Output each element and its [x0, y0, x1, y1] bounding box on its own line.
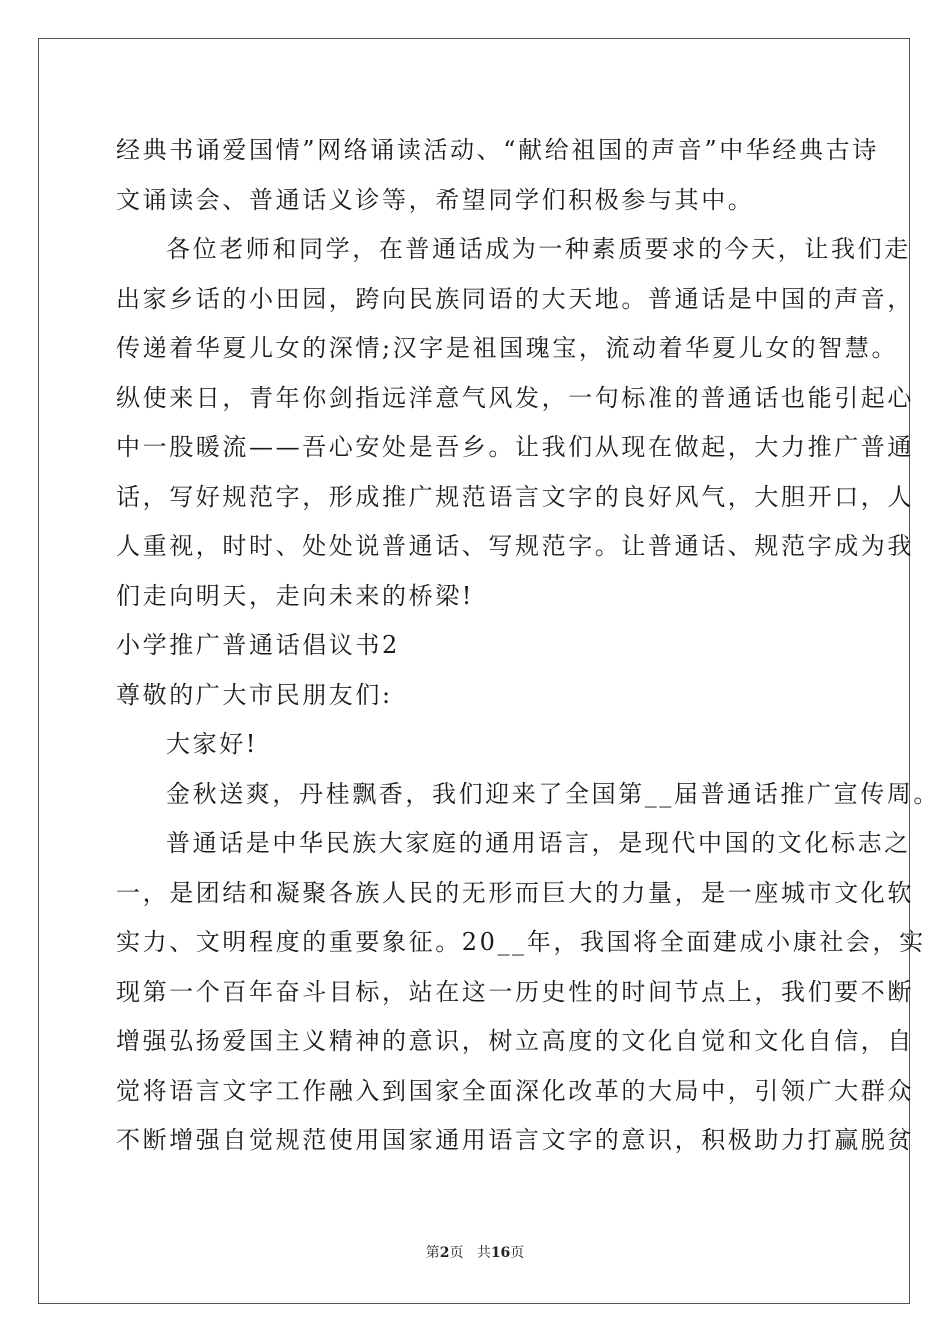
text-line: 纵使来日，青年你剑指远洋意气风发，一句标准的普通话也能引起心 — [116, 383, 914, 412]
text-line: 一，是团结和凝聚各族人民的无形而巨大的力量，是一座城市文化软 — [116, 878, 914, 907]
text-line: 金秋送爽，丹桂飘香，我们迎来了全国第__届普通话推广宣传周。 — [166, 779, 940, 808]
footer-page-current: 2 — [439, 1245, 450, 1261]
footer-total-prefix: 共 — [476, 1245, 491, 1261]
text-line: 们走向明天，走向未来的桥梁! — [116, 581, 475, 610]
text-line: 实力、文明程度的重要象征。20__年，我国将全面建成小康社会，实 — [116, 928, 926, 956]
text-line: 文诵读会、普通话义诊等，希望同学们积极参与其中。 — [116, 185, 755, 214]
page-footer — [0, 1242, 950, 1262]
text-line: 出家乡话的小田园，跨向民族同语的大天地。普通话是中国的声音， — [116, 284, 914, 313]
footer-page-unit: 页 — [449, 1245, 464, 1261]
footer-total-unit: 页 — [510, 1245, 525, 1261]
text-line: 大家好! — [166, 730, 259, 758]
text-line: 尊敬的广大市民朋友们: — [116, 680, 393, 709]
text-line: 觉将语言文字工作融入到国家全面深化改革的大局中，引领广大群众 — [116, 1076, 914, 1105]
text-line: 各位老师和同学，在普通话成为一种素质要求的今天，让我们走 — [166, 235, 911, 263]
text-line: 普通话是中华民族大家庭的通用语言，是现代中国的文化标志之 — [166, 829, 911, 857]
text-line: 现第一个百年奋斗目标，站在这一历史性的时间节点上，我们要不断 — [116, 977, 914, 1006]
text-line: 小学推广普通话倡议书2 — [116, 631, 400, 659]
text-line: 人重视，时时、处处说普通话、写规范字。让普通话、规范字成为我 — [116, 532, 914, 560]
text-line: 传递着华夏儿女的深情;汉字是祖国瑰宝，流动着华夏儿女的智慧。 — [116, 334, 899, 362]
text-line: 话，写好规范字，形成推广规范语言文字的良好风气，大胆开口，人 — [116, 482, 914, 511]
text-line: 增强弘扬爱国主义精神的意识，树立高度的文化自觉和文化自信，自 — [116, 1027, 914, 1055]
text-line: 不断增强自觉规范使用国家通用语言文字的意识，积极助力打赢脱贫 — [116, 1126, 914, 1154]
footer-page-prefix: 第 — [425, 1245, 440, 1261]
text-line: 经典书诵爱国情”网络诵读活动、“献给祖国的声音”中华经典古诗 — [116, 136, 879, 164]
text-line: 中一股暖流——吾心安处是吾乡。让我们从现在做起，大力推广普通 — [116, 433, 914, 461]
footer-page-total: 16 — [490, 1245, 511, 1261]
document-body — [116, 126, 940, 1166]
